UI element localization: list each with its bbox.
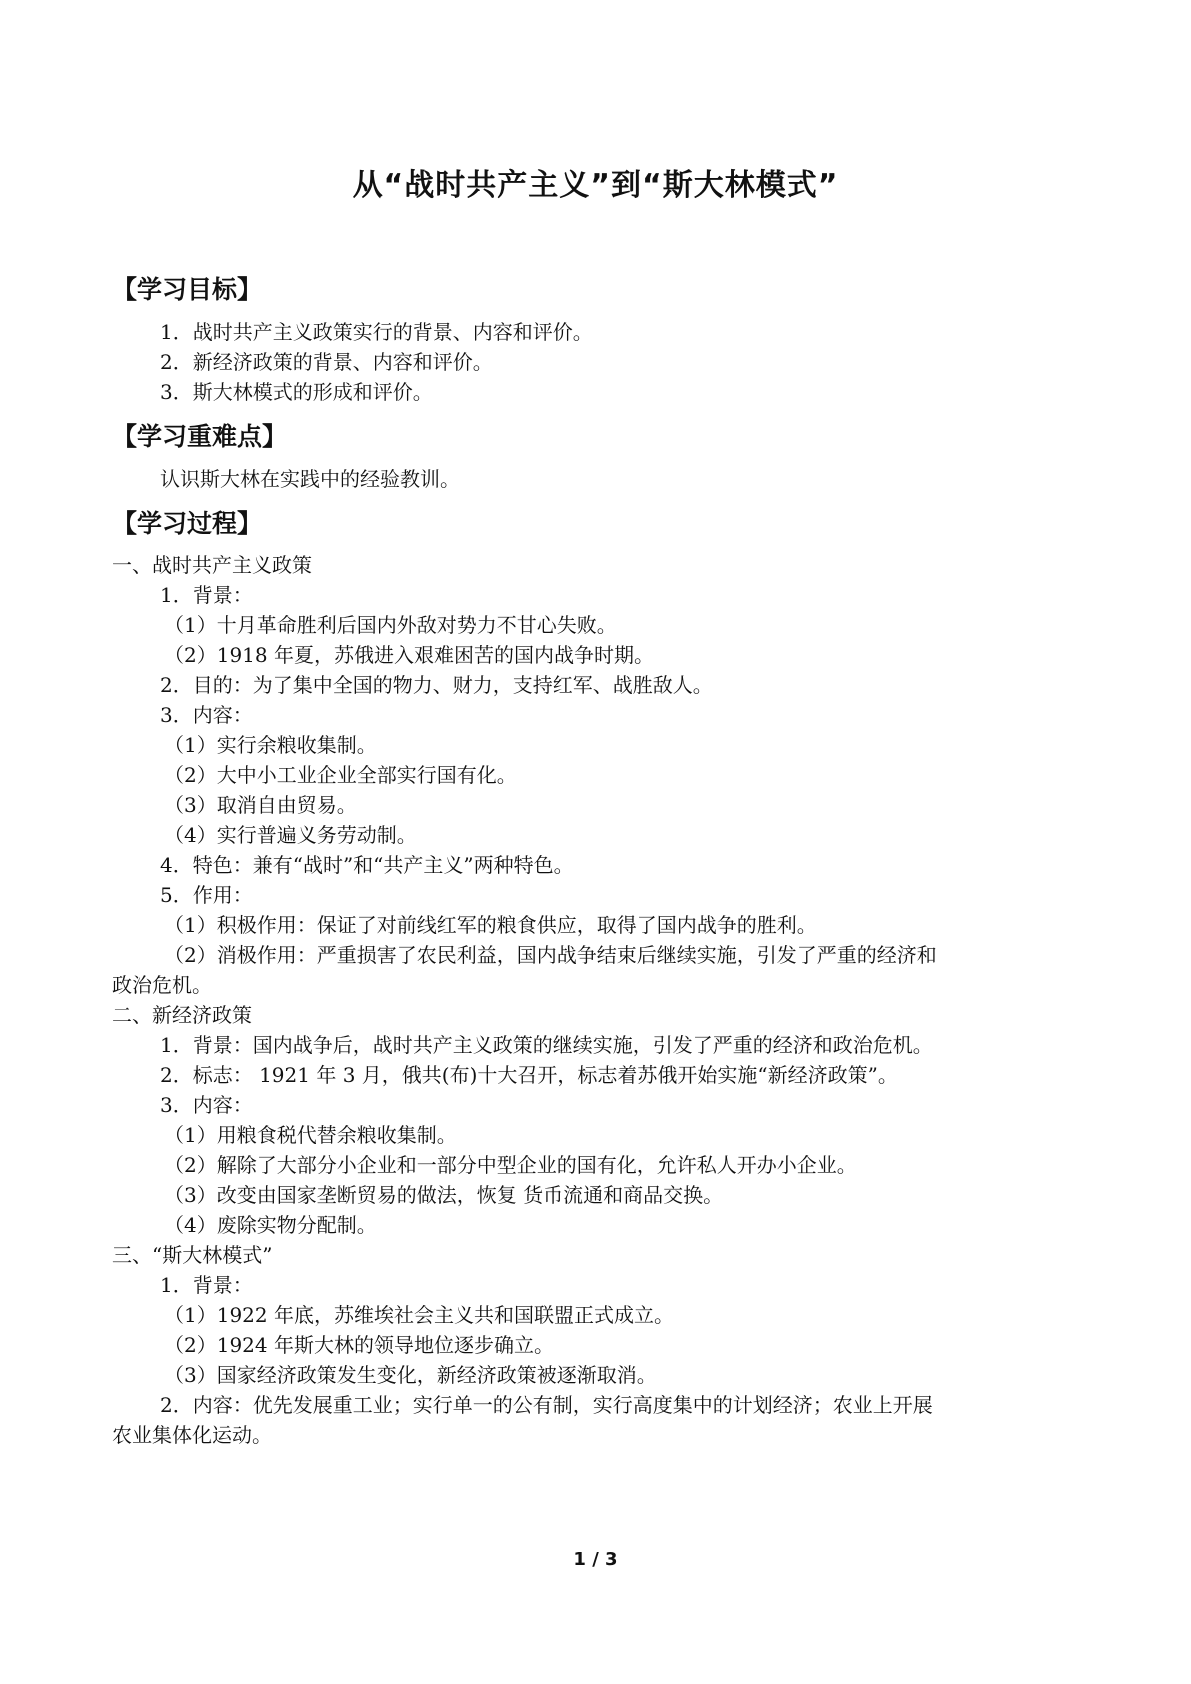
process-line: （1）十月革命胜利后国内外敌对势力不甘心失败。 xyxy=(164,613,617,637)
keypoints-text: 认识斯大林在实践中的经验教训。 xyxy=(160,467,460,491)
process-line: （4）废除实物分配制。 xyxy=(164,1213,377,1237)
process-line: （2）大中小工业企业全部实行国有化。 xyxy=(164,763,517,787)
process-line: 3．内容： xyxy=(160,703,253,727)
process-line: （1）实行余粮收集制。 xyxy=(164,733,377,757)
process-line: （2）消极作用：严重损害了农民利益，国内战争结束后继续实施，引发了严重的经济和 xyxy=(164,943,937,967)
process-line: 2．标志： 1921 年 3 月，俄共(布)十大召开，标志着苏俄开始实施“新经济政策”。 xyxy=(160,1063,898,1087)
process-line: （3）改变由国家垄断贸易的做法，恢复 货币流通和商品交换。 xyxy=(164,1183,724,1207)
process-line: 2．目的：为了集中全国的物力、财力，支持红军、战胜敌人。 xyxy=(160,673,713,697)
objective-item: 3．斯大林模式的形成和评价。 xyxy=(160,380,433,404)
process-line: 政治危机。 xyxy=(112,973,212,997)
process-line: 1．背景：国内战争后，战时共产主义政策的继续实施，引发了严重的经济和政治危机。 xyxy=(160,1033,933,1057)
objective-item: 2．新经济政策的背景、内容和评价。 xyxy=(160,350,493,374)
section-heading: 二、新经济政策 xyxy=(112,1003,252,1027)
process-line: 1．背景： xyxy=(160,583,253,607)
process-line: （3）取消自由贸易。 xyxy=(164,793,357,817)
process-line: 2．内容：优先发展重工业；实行单一的公有制，实行高度集中的计划经济；农业上开展 xyxy=(160,1393,933,1417)
process-line: 5．作用： xyxy=(160,883,253,907)
objectives-heading: 【学习目标】 xyxy=(112,275,263,304)
process-line: 3．内容： xyxy=(160,1093,253,1117)
process-line: （2）1924 年斯大林的领导地位逐步确立。 xyxy=(164,1333,554,1357)
page-number: 1 / 3 xyxy=(573,1549,618,1570)
process-line: （4）实行普遍义务劳动制。 xyxy=(164,823,417,847)
process-line: （3）国家经济政策发生变化，新经济政策被逐渐取消。 xyxy=(164,1363,657,1387)
process-line: 农业集体化运动。 xyxy=(112,1423,272,1447)
process-line: 4．特色：兼有“战时”和“共产主义”两种特色。 xyxy=(160,853,574,877)
section-heading: 一、战时共产主义政策 xyxy=(112,553,312,577)
section-heading: 三、“斯大林模式” xyxy=(112,1243,273,1267)
process-line: （2）解除了大部分小企业和一部分中型企业的国有化，允许私人开办小企业。 xyxy=(164,1153,857,1177)
process-line: （1）用粮食税代替余粮收集制。 xyxy=(164,1123,457,1147)
process-line: （1）1922 年底，苏维埃社会主义共和国联盟正式成立。 xyxy=(164,1303,674,1327)
document-title: 从“战时共产主义”到“斯大林模式” xyxy=(352,168,839,203)
process-line: （1）积极作用：保证了对前线红军的粮食供应，取得了国内战争的胜利。 xyxy=(164,913,817,937)
process-line: 1．背景： xyxy=(160,1273,253,1297)
objective-item: 1．战时共产主义政策实行的背景、内容和评价。 xyxy=(160,320,593,344)
keypoints-heading: 【学习重难点】 xyxy=(112,422,288,451)
process-line: （2）1918 年夏，苏俄进入艰难困苦的国内战争时期。 xyxy=(164,643,654,667)
process-heading: 【学习过程】 xyxy=(112,509,263,538)
